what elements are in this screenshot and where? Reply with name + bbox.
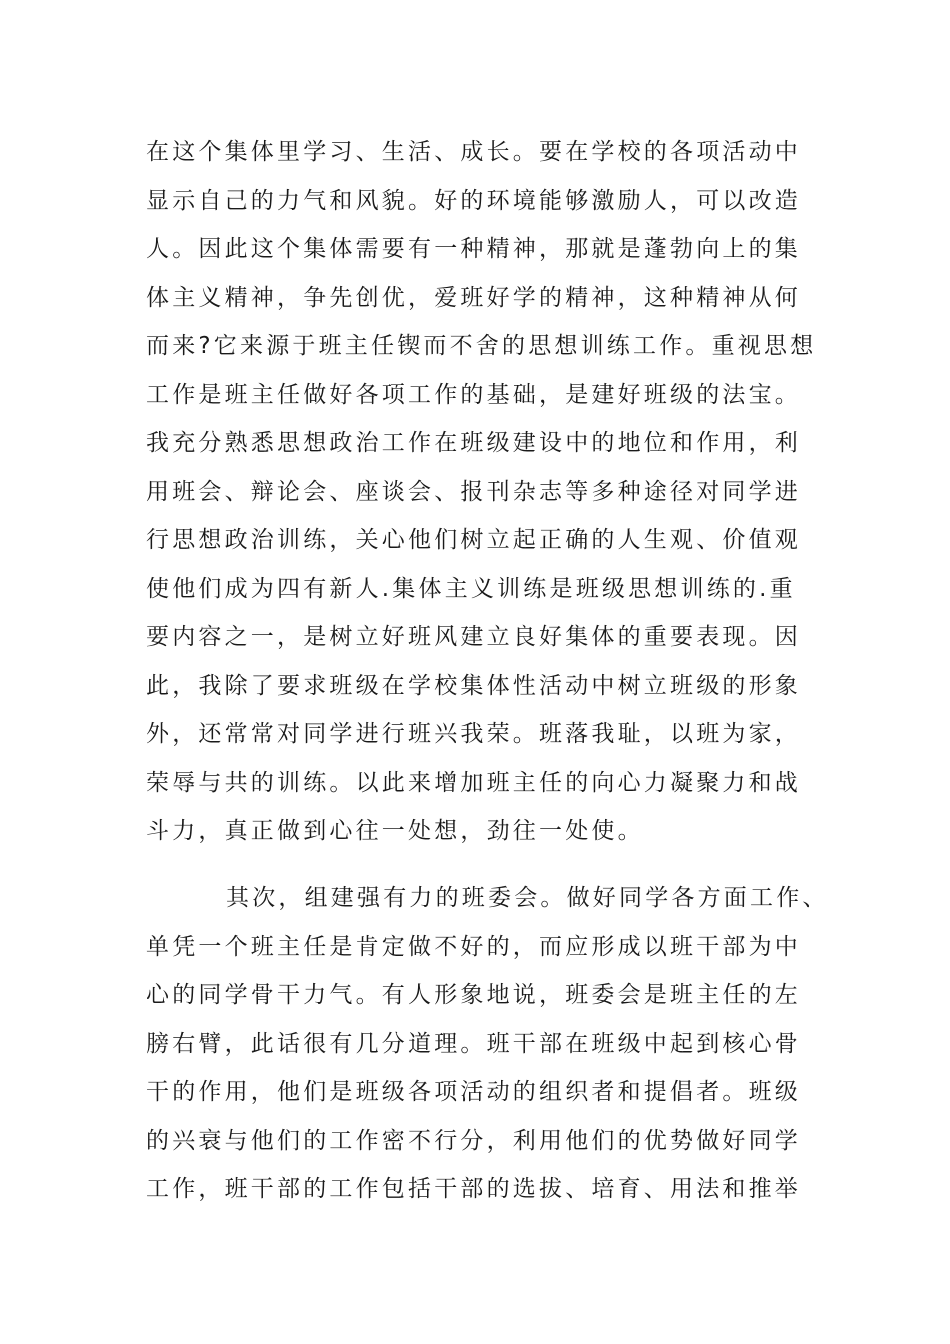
text-line: 体主义精神，争先创优，爱班好学的精神，这种精神从何 — [146, 284, 801, 311]
text-line: 外，还常常对同学进行班兴我荣。班落我耻，以班为家， — [146, 721, 801, 747]
text-line: 而来?它来源于班主任锲而不舍的思想训练工作。重视思想 — [146, 333, 817, 359]
text-line: 在这个集体里学习、生活、成长。要在学校的各项活动中 — [146, 139, 801, 165]
text-line: 人。因此这个集体需要有一种精神，那就是蓬勃向上的集 — [146, 236, 801, 262]
text-line: 工作是班主任做好各项工作的基础，是建好班级的法宝。 — [146, 381, 801, 408]
text-line: 心的同学骨干力气。有人形象地说，班委会是班主任的左 — [146, 982, 801, 1008]
text-line: 显示自己的力气和风貌。好的环境能够激励人，可以改造 — [146, 187, 801, 214]
text-line: 此，我除了要求班级在学校集体性活动中树立班级的形象 — [146, 672, 801, 699]
text-line: 行思想政治训练，关心他们树立起正确的人生观、价值观 — [146, 527, 801, 553]
text-line: 荣辱与共的训练。以此来增加班主任的向心力凝聚力和战 — [146, 769, 801, 796]
text-line: 的兴衰与他们的工作密不行分，利用他们的优势做好同学 — [146, 1127, 801, 1154]
text-line: 用班会、辩论会、座谈会、报刊杂志等多种途径对同学进 — [146, 478, 801, 505]
text-line: 工作，班干部的工作包括干部的选拔、培育、用法和推举 — [146, 1176, 801, 1202]
text-line: 斗力，真正做到心往一处想，劲往一处使。 — [146, 818, 644, 844]
text-line: 要内容之一，是树立好班风建立良好集体的重要表现。因 — [146, 624, 801, 650]
text-line: 使他们成为四有新人.集体主义训练是班级思想训练的.重 — [146, 575, 796, 602]
text-line: 我充分熟悉思想政治工作在班级建设中的地位和作用，利 — [146, 430, 801, 456]
text-line: 膀右臂，此话很有几分道理。班干部在班级中起到核心骨 — [146, 1030, 801, 1057]
paragraph-1 — [146, 128, 826, 856]
paragraph-2 — [146, 874, 829, 1214]
text-line: 其次，组建强有力的班委会。做好同学各方面工作、 — [226, 885, 829, 911]
text-line: 干的作用，他们是班级各项活动的组织者和提倡者。班级 — [146, 1079, 801, 1105]
text-line: 单凭一个班主任是肯定做不好的，而应形成以班干部为中 — [146, 933, 801, 960]
